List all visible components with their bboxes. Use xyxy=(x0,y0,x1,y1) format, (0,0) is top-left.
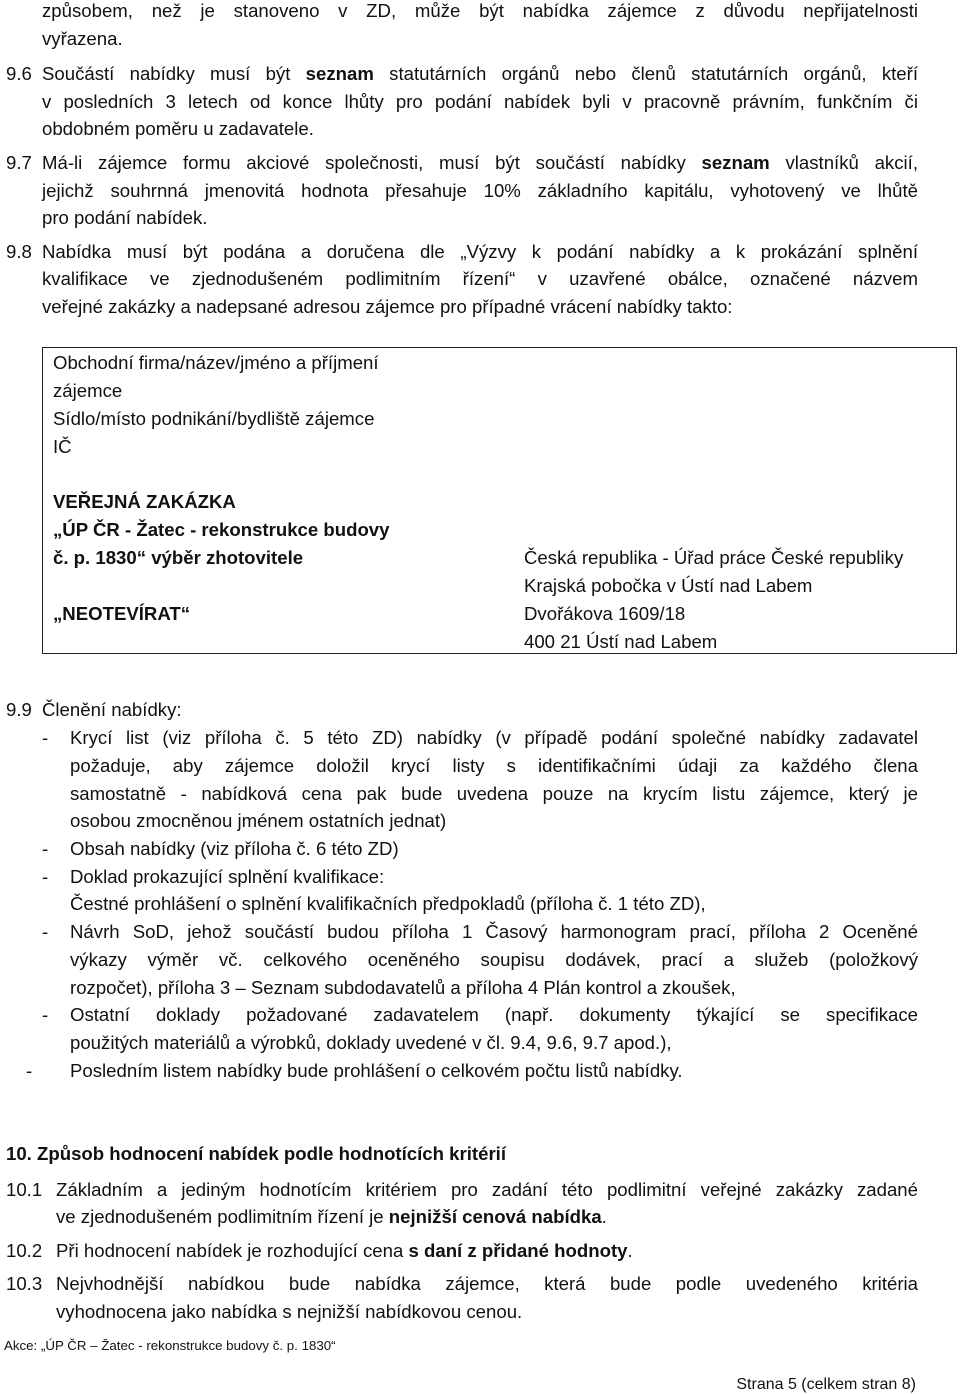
list-item-line: Obsah nabídky (viz příloha č. 6 této ZD) xyxy=(70,838,399,859)
section-number: 9.6 xyxy=(6,63,32,84)
footer-page-number: Strana 5 (celkem stran 8) xyxy=(736,1376,916,1393)
contract-name: č. p. 1830“ výběr zhotovitele xyxy=(53,547,304,568)
paragraph-line: obdobném poměru u zadavatele. xyxy=(42,118,314,139)
list-item-line: Ostatní doklady požadované zadavatelem (např. dokumenty týkající se specifikace xyxy=(70,1004,918,1025)
list-dash: - xyxy=(42,921,49,942)
list-item-line: požaduje, aby zájemce doložil krycí listy s identifikačními údaji za každého člena xyxy=(70,755,918,776)
section-number: 10.1 xyxy=(6,1179,43,1200)
paragraph-line: kvalifikace ve zjednodušeném podlimitním řízení“ v uzavřené obálce, označené názvem xyxy=(42,268,918,289)
paragraph-line: Základním a jediným hodnotícím kritériem pro zadání této podlimitní veřejné zakázky zadané xyxy=(56,1179,918,1200)
section-title: Členění nabídky: xyxy=(42,699,182,720)
list-dash: - xyxy=(42,1004,49,1025)
list-dash: - xyxy=(42,727,49,748)
list-item-line: výkazy výměr vč. celkového oceněného soupisu dodávek, prací a služeb (položkový xyxy=(70,949,918,970)
paragraph-line: Nabídka musí být podána a doručena dle „Výzvy k podání nabídky a k prokázání splnění xyxy=(42,241,918,262)
address-line: Česká republika - Úřad práce České republiky xyxy=(524,547,904,568)
paragraph-line: pro podání nabídek. xyxy=(42,207,208,228)
section-heading: 10. Způsob hodnocení nabídek podle hodnotících kritérií xyxy=(6,1143,507,1164)
contract-name: „ÚP ČR - Žatec - rekonstrukce budovy xyxy=(53,519,390,540)
paragraph-line: jejichž souhrnná jmenovitá hodnota přesahuje 10% základního kapitálu, vyhotovený ve lhůtě xyxy=(42,180,918,201)
sender-line: IČ xyxy=(53,436,72,457)
list-dash: - xyxy=(26,1060,33,1081)
section-number: 10.2 xyxy=(6,1240,43,1261)
paragraph-line: vyhodnocena jako nabídka s nejnižší nabídkovou cenou. xyxy=(56,1301,523,1322)
list-item-line: použitých materiálů a výrobků, doklady uvedené v čl. 9.4, 9.6, 9.7 apod.), xyxy=(70,1032,672,1053)
list-item-line: Krycí list (viz příloha č. 5 této ZD) nabídky (v případě podání společné nabídky zadavatel xyxy=(70,727,918,748)
list-item-line: Čestné prohlášení o splnění kvalifikačních předpokladů (příloha č. 1 této ZD), xyxy=(70,893,706,914)
paragraph-line: veřejné zakázky a nadepsané adresou zájemce pro případné vrácení nabídky takto: xyxy=(42,296,733,317)
paragraph-line: v posledních 3 letech od konce lhůty pro podání nabídek byli v pracovně právním, funkčním či xyxy=(42,91,918,112)
list-dash: - xyxy=(42,838,49,859)
list-item-line: rozpočet), příloha 3 – Seznam subdodavatelů a příloha 4 Plán kontrol a zkoušek, xyxy=(70,977,736,998)
section-number: 10.3 xyxy=(6,1273,43,1294)
paragraph-line: způsobem, než je stanoveno v ZD, může být nabídka zájemce z důvodu nepřijatelnosti xyxy=(42,0,918,21)
list-item-line: samostatně - nabídková cena pak bude uvedena pouze na krycím listu zájemce, který je xyxy=(70,783,918,804)
contract-title: VEŘEJNÁ ZAKÁZKA xyxy=(53,491,236,512)
do-not-open-label: „NEOTEVÍRAT“ xyxy=(53,603,191,624)
section-number: 9.8 xyxy=(6,241,32,262)
paragraph-line: ve zjednodušeném podlimitním řízení je nejnižší cenová nabídka. xyxy=(56,1206,607,1227)
address-line: 400 21 Ústí nad Labem xyxy=(524,631,718,652)
list-item-line: Doklad prokazující splnění kvalifikace: xyxy=(70,866,385,887)
list-dash: - xyxy=(42,866,49,887)
paragraph-line: Nejvhodnější nabídkou bude nabídka zájemce, která bude podle uvedeného kritéria xyxy=(56,1273,918,1294)
list-item-line: Návrh SoD, jehož součástí budou příloha 1 Časový harmonogram prací, příloha 2 Oceněné xyxy=(70,921,918,942)
paragraph-line: Součástí nabídky musí být seznam statutárních orgánů nebo členů statutárních orgánů, kteří xyxy=(42,63,919,84)
paragraph-line: Má-li zájemce formu akciové společnosti, musí být součástí nabídky seznam vlastníků akcií, xyxy=(42,152,918,173)
list-item-line: Posledním listem nabídky bude prohlášení o celkovém počtu listů nabídky. xyxy=(70,1060,683,1081)
section-number: 9.9 xyxy=(6,699,32,720)
section-number: 9.7 xyxy=(6,152,32,173)
footer-project-label: Akce: „ÚP ČR – Žatec - rekonstrukce budovy č. p. 1830“ xyxy=(4,1338,336,1353)
address-line: Krajská pobočka v Ústí nad Labem xyxy=(524,575,813,596)
list-item-line: osobou zmocněnou jménem ostatních jednat) xyxy=(70,810,447,831)
address-line: Dvořákova 1609/18 xyxy=(524,603,686,624)
sender-line: zájemce xyxy=(53,380,123,401)
paragraph-line: Při hodnocení nabídek je rozhodující cena s daní z přidané hodnoty. xyxy=(56,1240,633,1261)
sender-line: Sídlo/místo podnikání/bydliště zájemce xyxy=(53,408,375,429)
paragraph-line: vyřazena. xyxy=(42,28,123,49)
sender-line: Obchodní firma/název/jméno a příjmení xyxy=(53,352,379,373)
